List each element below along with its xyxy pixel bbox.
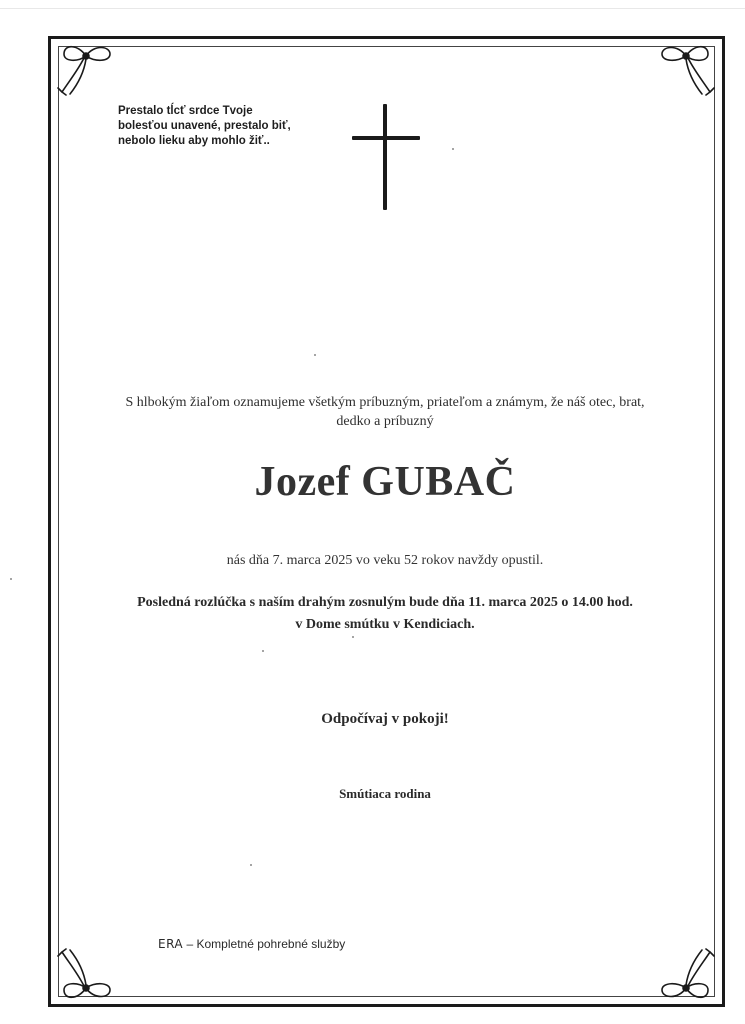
scan-speck (10, 578, 12, 580)
intro-line: dedko a príbuzný (336, 414, 434, 429)
rest-in-peace: Odpočívaj v pokoji! (321, 711, 449, 727)
poem-line: nebolo lieku aby mohlo žiť.. (118, 135, 270, 147)
funeral-service-logo: ERA (158, 937, 184, 951)
scan-speck (262, 650, 264, 652)
funeral-line: v Dome smútku v Kendiciach. (295, 617, 475, 632)
ribbon-corner-ornament-bottom-right (648, 948, 720, 1004)
poem-line: bolesťou unavené, prestalo biť, (118, 120, 291, 132)
scan-edge-line (0, 8, 745, 9)
scan-speck (314, 354, 316, 356)
ribbon-corner-ornament-top-left (52, 40, 124, 96)
cross-icon (352, 104, 422, 212)
death-notice: nás dňa 7. marca 2025 vo veku 52 rokov navždy opustil. (226, 553, 544, 568)
ribbon-corner-ornament-bottom-left (52, 948, 124, 1004)
funeral-service-text: – Kompletné pohrebné služby (186, 937, 346, 951)
scan-speck (452, 148, 454, 150)
funeral-line: Posledná rozlúčka s naším drahým zosnulým bude dňa 11. marca 2025 o 14.00 hod. (137, 595, 633, 610)
intro-line: S hlbokým žiaľom oznamujeme všetkým príbuzným, priateľom a známym, že náš otec, brat, (125, 395, 645, 410)
ribbon-corner-ornament-top-right (648, 40, 720, 96)
memorial-poem (118, 104, 338, 149)
deceased-name: Jozef GUBAČ (254, 459, 516, 505)
announcement-intro (100, 393, 670, 431)
family-signature: Smútiaca rodina (339, 786, 431, 801)
funeral-service-footer (158, 937, 345, 951)
poem-line: Prestalo tĺcť srdce Tvoje (118, 105, 253, 117)
scan-speck (250, 864, 252, 866)
funeral-details (90, 592, 680, 636)
scan-speck (352, 636, 354, 638)
